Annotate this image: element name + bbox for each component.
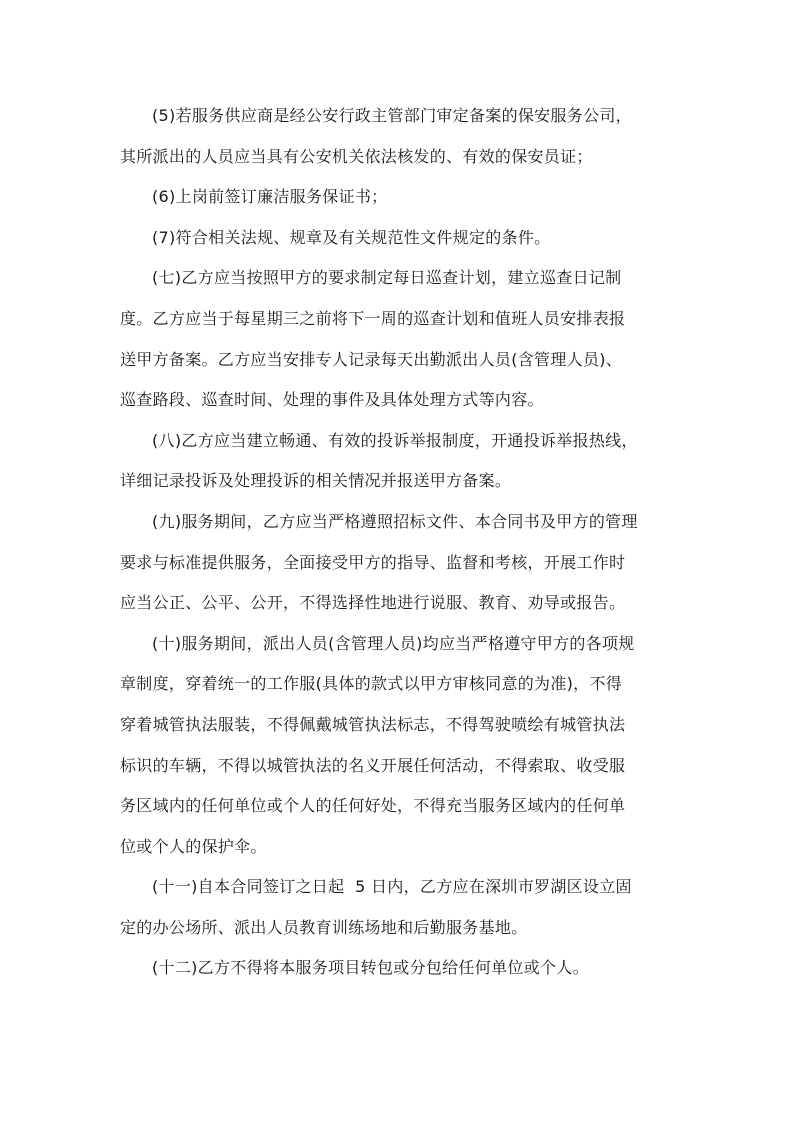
text-line: 务区域内的任何单位或个人的任何好处，不得充当服务区域内的任何单 <box>120 796 626 816</box>
text-line: 度。乙方应当于每星期三之前将下一周的巡查计划和值班人员安排表报 <box>120 308 626 328</box>
text-line: (十二)乙方不得将本服务项目转包或分包给任何单位或个人。 <box>152 958 589 978</box>
text-line: 位或个人的保护伞。 <box>120 836 267 856</box>
text-line: (6)上岗前签订廉洁服务保证书； <box>152 187 388 207</box>
paragraph-clause-8 <box>120 421 676 502</box>
text-line: 其所派出的人员应当具有公安机关依法核发的、有效的保安员证； <box>120 146 593 166</box>
text-line: 详细记录投诉及处理投诉的相关情况并报送甲方备案。 <box>120 471 512 491</box>
text-line: (5)若服务供应商是经公安行政主管部门审定备案的保安服务公司， <box>152 106 632 125</box>
text-line: 送甲方备案。乙方应当安排专人记录每天出勤派出人员(含管理人员)、 <box>120 349 623 369</box>
text-line: (十一)自本合同签订之日起 5 日内，乙方应在深圳市罗湖区设立固 <box>152 877 632 897</box>
text-line: 要求与标准提供服务，全面接受甲方的指导、监督和考核，开展工作时 <box>120 552 626 572</box>
text-line: (7)符合相关法规、规章及有关规范性文件规定的条件。 <box>152 227 551 247</box>
paragraph-clause-11 <box>120 867 676 948</box>
text-line: 穿着城管执法服装，不得佩戴城管执法标志，不得驾驶喷绘有城管执法 <box>120 714 626 734</box>
text-line: 巡查路段、巡查时间、处理的事件及具体处理方式等内容。 <box>120 390 544 410</box>
text-line: (八)乙方应当建立畅通、有效的投诉举报制度，开通投诉举报热线， <box>152 430 638 450</box>
paragraph-item-7 <box>120 218 676 259</box>
paragraph-clause-12 <box>120 948 676 989</box>
text-line: 定的办公场所、派出人员教育训练场地和后勤服务基地。 <box>120 917 528 937</box>
text-line: (十)服务期间，派出人员(含管理人员)均应当严格遵守甲方的各项规 <box>152 633 635 653</box>
text-line: (七)乙方应当按照甲方的要求制定每日巡查计划，建立巡查日记制 <box>152 268 622 288</box>
document-body <box>120 96 676 989</box>
paragraph-clause-7 <box>120 258 676 420</box>
paragraph-item-6 <box>120 177 676 218</box>
text-line: 章制度，穿着统一的工作服(具体的款式以甲方审核同意的为准)，不得 <box>120 674 623 694</box>
text-line: 应当公正、公平、公开，不得选择性地进行说服、教育、劝导或报告。 <box>120 593 626 613</box>
paragraph-clause-9 <box>120 502 676 624</box>
text-line: 标识的车辆，不得以城管执法的名义开展任何活动，不得索取、收受服 <box>120 755 626 775</box>
paragraph-clause-10 <box>120 624 676 868</box>
text-line: (九)服务期间，乙方应当严格遵照招标文件、本合同书及甲方的管理 <box>152 511 638 531</box>
paragraph-item-5 <box>120 96 676 177</box>
